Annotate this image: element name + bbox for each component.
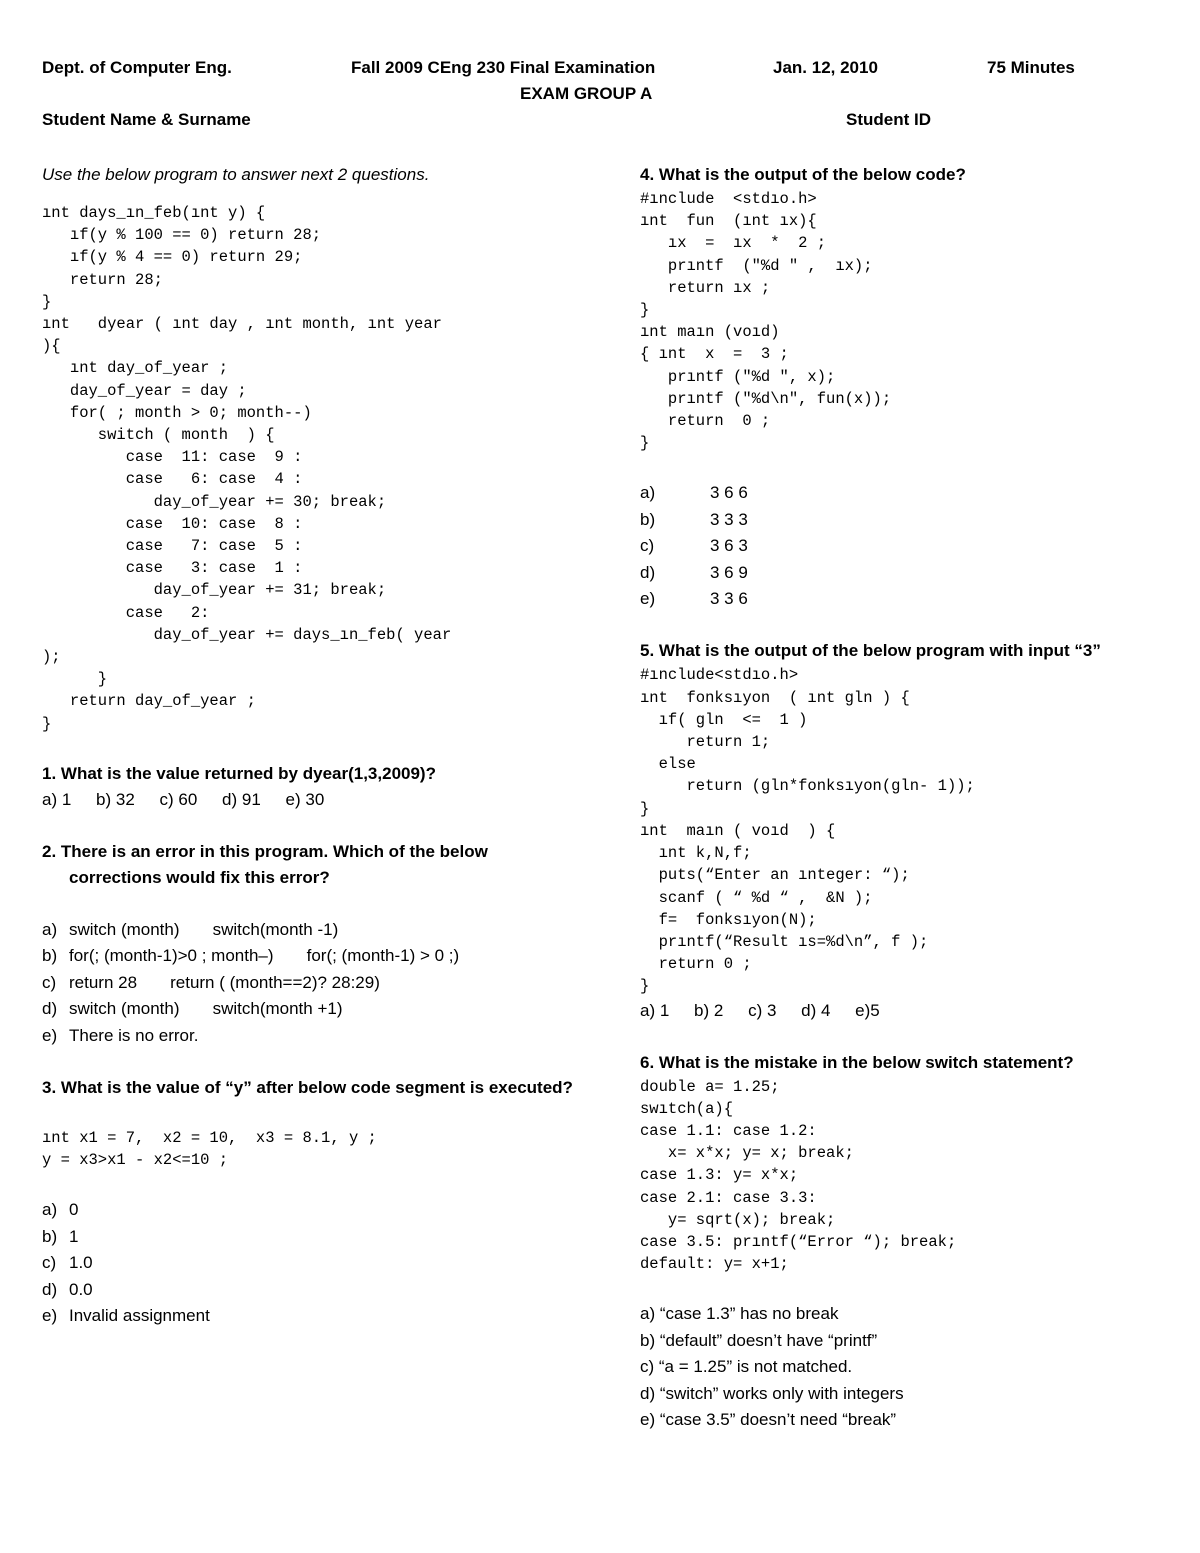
q4-option-e[interactable]	[640, 586, 1170, 612]
q3-option-b-label: b)	[42, 1226, 58, 1246]
q6-option-c[interactable]: c) “a = 1.25” is not matched.	[640, 1357, 853, 1377]
course-title: Fall 2009 CEng 230 Final Examination	[351, 58, 656, 77]
q2-option-d-label: d)	[42, 999, 58, 1019]
q2-option-b[interactable]	[42, 943, 582, 969]
intro-text: Use the below program to answer next 2 questions.	[42, 165, 430, 184]
question-6-code: double a= 1.25; swıtch(a){ case 1.1: case 1.2: x= x*x; y= x; break; case 1.3: y= x*x; case 2.1: case 3.3: y= sqrt(x); break; case 3.5: prıntf(“Error “); break; default: y= x+1;	[640, 1077, 957, 1274]
q5-option-d[interactable]: d) 4	[801, 1000, 831, 1020]
q2-option-a-label: a)	[42, 919, 58, 939]
question-5-code: #ınclude<stdıo.h> ınt fonksıyon ( ınt gln ) { ıf( gln <= 1 ) return 1; else return (gln*fonksıyon(gln- 1)); } ınt maın ( voıd ) { ınt k,N,f; puts(“Enter an ınteger: “); scanf ( “ %d “ , &N ); f= fonksıyon(N); prıntf(“Result ıs=%d\n”, f ); return 0 ; }	[640, 666, 975, 996]
q6-option-d[interactable]: d) “switch” works only with integers	[640, 1383, 904, 1403]
q4-option-d-label: d)	[640, 562, 656, 582]
q4-option-b-text: 3 3 3	[710, 509, 748, 529]
exam-date: Jan. 12, 2010	[773, 58, 878, 77]
q4-option-a[interactable]	[640, 480, 1170, 506]
student-name-label: Student Name & Surname	[42, 110, 251, 129]
q5-option-a[interactable]: a) 1	[640, 1000, 670, 1020]
q2-option-c-text: return 28 return ( (month==2)? 28:29)	[69, 972, 380, 992]
q4-option-c-text: 3 6 3	[710, 536, 748, 556]
q4-option-c-label: c)	[640, 536, 655, 556]
q2-option-c[interactable]	[42, 970, 582, 996]
q4-option-e-text: 3 3 6	[710, 589, 748, 609]
question-6: 6. What is the mistake in the below switch statement?	[640, 1052, 1074, 1072]
q4-option-b[interactable]	[640, 507, 1170, 533]
q2-option-b-label: b)	[42, 946, 58, 966]
q4-option-c[interactable]	[640, 533, 1170, 559]
q2-option-d[interactable]	[42, 996, 582, 1022]
q3-option-b[interactable]	[42, 1224, 582, 1250]
q6-option-b[interactable]: b) “default” doesn’t have “printf”	[640, 1330, 878, 1350]
q3-option-e-text: Invalid assignment	[69, 1305, 210, 1325]
dyear-program-code: ınt days_ın_feb(ınt y) { ıf(y % 100 == 0) return 28; ıf(y % 4 == 0) return 29; return 28; } ınt dyear ( ınt day , ınt month, ınt year ){ ınt day_of_year ; day_of_year = day ; for( ; month > 0; month--) switch ( month ) { case 11: case 9 : case 6: case 4 : day_of_year += 30; break; case 10: case 8 : case 7: case 5 : case 3: case 1 : day_of_year += 31; break; case 2: day_of_year += days_ın_feb( year ); } return day_of_year ; }	[42, 204, 452, 733]
dept-label: Dept. of Computer Eng.	[42, 58, 232, 77]
q5-option-b[interactable]: b) 2	[694, 1000, 724, 1020]
q1-option-e[interactable]: e) 30	[285, 789, 325, 809]
question-4: 4. What is the output of the below code?	[640, 165, 966, 184]
q2-option-a[interactable]	[42, 917, 582, 943]
q2-option-e[interactable]	[42, 1023, 582, 1049]
q3-option-d-label: d)	[42, 1279, 58, 1299]
question-3-options	[42, 1197, 582, 1329]
question-6-options	[640, 1301, 1170, 1433]
q3-option-a-text: 0	[69, 1200, 79, 1220]
q3-option-b-text: 1	[69, 1226, 79, 1246]
question-3-code: ınt x1 = 7, x2 = 10, x3 = 8.1, y ; y = x3>x1 - x2<=10 ;	[42, 1128, 377, 1170]
q2-option-a-text: switch (month) switch(month -1)	[69, 919, 339, 939]
q4-option-e-label: e)	[640, 589, 656, 609]
question-2-options	[42, 917, 582, 1049]
q3-option-a-label: a)	[42, 1200, 58, 1220]
question-1: 1. What is the value returned by dyear(1,3,2009)?	[42, 763, 436, 783]
q3-option-a[interactable]	[42, 1197, 582, 1223]
question-2: 2. There is an error in this program. Which of the below corrections would fix this error?	[42, 841, 488, 887]
q2-option-e-label: e)	[42, 1025, 58, 1045]
q3-option-e[interactable]	[42, 1303, 582, 1329]
q2-option-b-text: for(; (month-1)>0 ; month–) for(; (month-1) > 0 ;)	[69, 946, 460, 966]
q1-option-a[interactable]: a) 1	[42, 789, 72, 809]
q6-option-a[interactable]: a) “case 1.3” has no break	[640, 1304, 839, 1324]
question-5-options	[640, 998, 1170, 1024]
q1-option-b[interactable]: b) 32	[96, 789, 135, 809]
q4-option-d-text: 3 6 9	[710, 562, 748, 582]
left-column	[42, 162, 582, 1329]
right-column	[640, 162, 1170, 1433]
q1-option-c[interactable]: c) 60	[159, 789, 198, 809]
exam-group: EXAM GROUP A	[520, 84, 653, 103]
exam-duration: 75 Minutes	[987, 58, 1075, 77]
q3-option-c[interactable]	[42, 1250, 582, 1276]
question-1-options	[42, 787, 582, 813]
question-3: 3. What is the value of “y” after below code segment is executed?	[42, 1077, 573, 1097]
question-5: 5. What is the output of the below program with input “3”	[640, 641, 1101, 661]
q3-option-c-text: 1.0	[69, 1253, 93, 1273]
q4-option-a-label: a)	[640, 483, 656, 503]
q1-option-d[interactable]: d) 91	[222, 789, 261, 809]
q3-option-c-label: c)	[42, 1253, 57, 1273]
q2-option-d-text: switch (month) switch(month +1)	[69, 999, 343, 1019]
q4-option-b-label: b)	[640, 509, 656, 529]
q3-option-d-text: 0.0	[69, 1279, 93, 1299]
student-id-label: Student ID	[846, 110, 931, 129]
question-4-code: #ınclude <stdıo.h> ınt fun (ınt ıx){ ıx = ıx * 2 ; prıntf ("%d " , ıx); return ıx ; } ınt maın (voıd) { ınt x = 3 ; prıntf ("%d ", x); prıntf ("%d\n", fun(x)); return 0 ; }	[640, 190, 892, 453]
q5-option-c[interactable]: c) 3	[748, 1000, 777, 1020]
q4-option-a-text: 3 6 6	[710, 483, 748, 503]
q2-option-e-text: There is no error.	[69, 1025, 199, 1045]
q2-option-c-label: c)	[42, 972, 57, 992]
q3-option-d[interactable]	[42, 1277, 582, 1303]
q3-option-e-label: e)	[42, 1305, 58, 1325]
q4-option-d[interactable]	[640, 560, 1170, 586]
q5-option-e[interactable]: e)5	[855, 1000, 880, 1020]
q6-option-e[interactable]: e) “case 3.5” doesn’t need “break”	[640, 1409, 897, 1429]
question-4-options	[640, 480, 1170, 612]
